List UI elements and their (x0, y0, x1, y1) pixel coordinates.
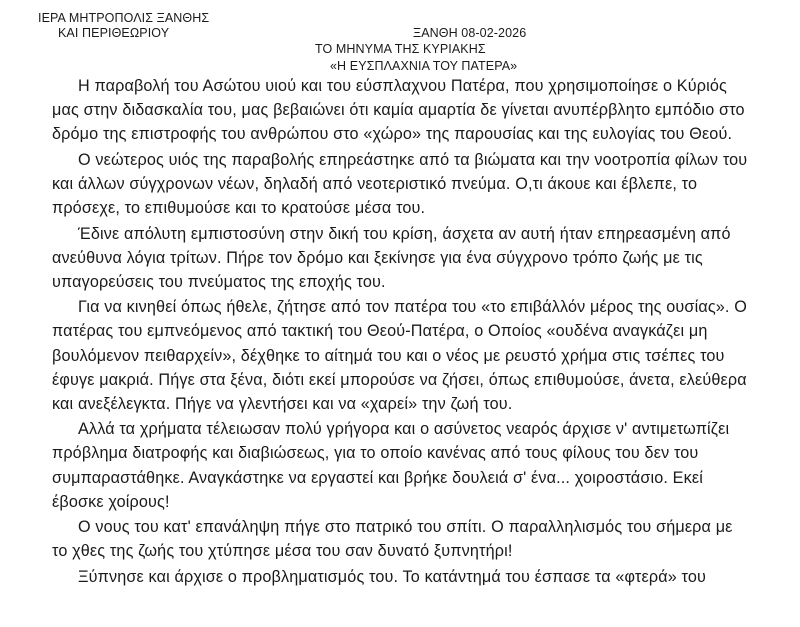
body-paragraph: Ο νεώτερος υιός της παραβολής επηρεάστηκε από τα βιώματα και την νοοτροπία φίλων του και άλλων σύγχρονων νέων, δηλαδή από νεοτεριστικό πνεύμα. Ο,τι άκουε και έβλεπε, το πρόσεχε, το επιθυμούσε και το κρατούσε μέσα του. (52, 150, 748, 217)
body-paragraph: Έδινε απόλυτη εμπιστοσύνη στην δική του κρίση, άσχετα αν αυτή ήταν επηρεασμένη από ανεύθυνα λόγια τρίτων. Πήρε τον δρόμο και ξεκίνησε για ένα σύγχρονο τρόπο ζωής με τις υπαγορεύσεις του πνεύματος της εποχής του. (52, 224, 731, 291)
document-heading: ΤΟ ΜΗΝΥΜΑ ΤΗΣ ΚΥΡΙΑΚΗΣ (315, 42, 486, 56)
body-paragraph: Ο νους του κατ' επανάληψη πήγε στο πατρικό του σπίτι. Ο παραλληλισμός του σήμερα με το χθες της ζωής του χτύπησε μέσα του σαν δυνατό ξυπνητήρι! (52, 518, 733, 561)
body-paragraph: Ξύπνησε και άρχισε ο προβληματισμός του. Το κατάντημά του έσπασε τα «φτερά» του (78, 567, 706, 586)
body-paragraph: Για να κινηθεί όπως ήθελε, ζήτησε από τον πατέρα του «το επιβάλλόν μέρος της ουσίας». Ο πατέρας του εμπνεόμενος από τακτική του Θεού-Πατέρα, ο Οποίος «ουδένα αναγκάζει μη βουλόμενον πειθαρχείν», δέχθηκε το αίτημά του και ο νέος με ρευστό χρήμα στις τσέπες του έφυγε μακριά. Πήγε στα ξένα, διότι εκεί μπορούσε να ζήσει, όπως επιθυμούσε, άνετα, ελεύθερα και ανεξέλεγκτα. Πήγε να γλεντήσει και να «χαρεί» την ζωή του. (52, 298, 747, 413)
document-title: «Η ΕΥΣΠΛΑΧΝΙΑ ΤΟΥ ΠΑΤΕΡΑ» (330, 59, 518, 73)
document-date: ΞΑΝΘΗ 08-02-2026 (413, 26, 527, 40)
issuer-name: ΙΕΡΑ ΜΗΤΡΟΠΟΛΙΣ ΞΑΝΘΗΣ (38, 11, 210, 25)
body-paragraph: Η παραβολή του Ασώτου υιού και του εύσπλαχνου Πατέρα, που χρησιμοποίησε ο Κύριός μας στην διδασκαλία του, μας βεβαιώνει ότι καμία αμαρτία δε γίνεται ανυπέρβλητο εμπόδιο στο δρόμο της επιστροφής του ανθρώπου στο «χώρο» της παρουσίας και της ευλογίας του Θεού. (52, 77, 745, 144)
document-body (52, 74, 752, 589)
issuer-subtitle: ΚΑΙ ΠΕΡΙΘΕΩΡΙΟΥ (58, 26, 170, 40)
body-paragraph: Αλλά τα χρήματα τέλειωσαν πολύ γρήγορα και ο ασύνετος νεαρός άρχισε ν' αντιμετωπίζει πρόβλημα διατροφής και διαβιώσεως, για το οποίο κανένας από τους φίλους του δεν του συμπαραστάθηκε. Αναγκάστηκε να εργαστεί και βρήκε δουλειά σ' ένα... χοιροστάσιο. Εκεί έβοσκε χοίρους! (52, 420, 730, 511)
